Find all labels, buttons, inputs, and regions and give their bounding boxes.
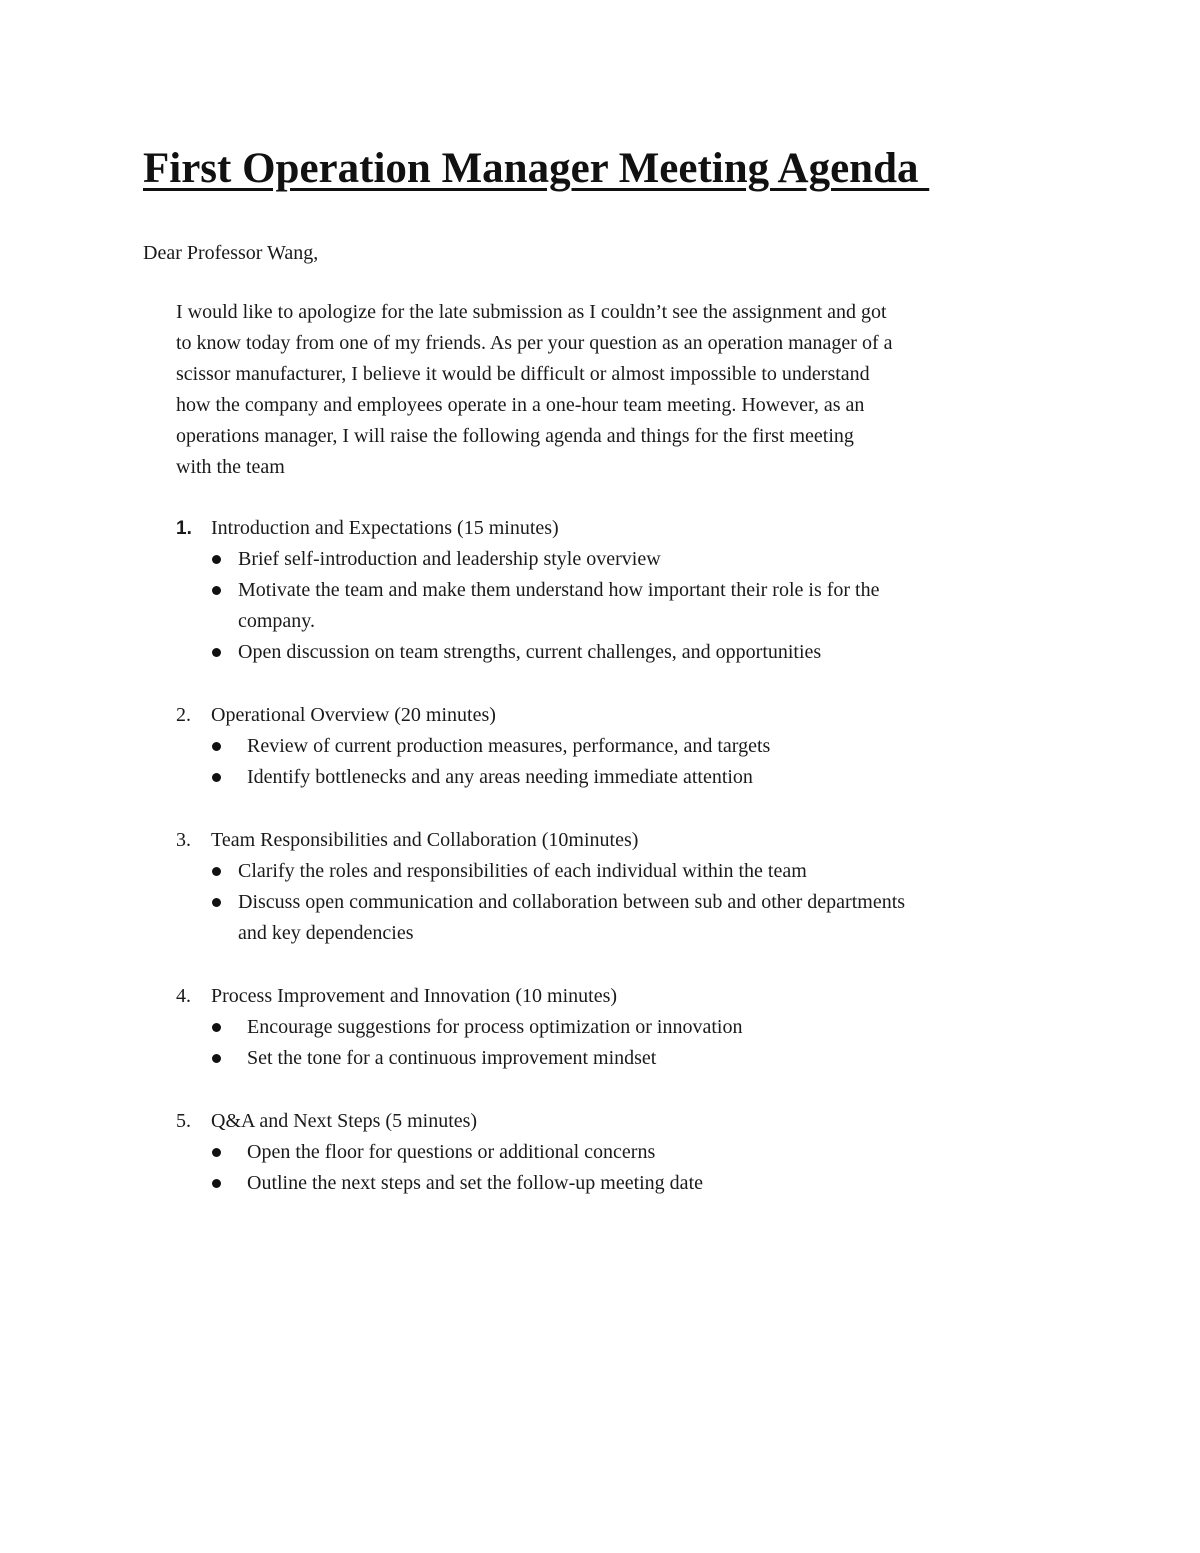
bullet-item xyxy=(176,762,1056,793)
salutation: Dear Professor Wang, xyxy=(143,242,319,264)
bullet-list xyxy=(176,731,1056,793)
agenda-section-5 xyxy=(176,1106,1056,1199)
bullet-text: Open the floor for questions or additional concerns xyxy=(247,1141,656,1163)
bullet-item xyxy=(176,637,1056,668)
agenda-section-1 xyxy=(176,513,1056,668)
bullet-list xyxy=(176,1137,1056,1199)
bullet-list xyxy=(176,856,1056,949)
bullet-dot-icon xyxy=(212,742,221,751)
bullet-item xyxy=(176,731,1056,762)
agenda-section-heading xyxy=(176,981,1056,1012)
agenda-section-heading xyxy=(176,825,1056,856)
bullet-item xyxy=(176,856,1056,887)
bullet-dot-icon xyxy=(212,555,221,564)
bullet-item xyxy=(176,887,1056,949)
section-number: 3. xyxy=(176,829,191,851)
section-heading-text: Process Improvement and Innovation (10 minutes) xyxy=(211,985,618,1007)
intro-line: operations manager, I will raise the following agenda and things for the first meeting xyxy=(176,425,854,447)
bullet-text: Motivate the team and make them understand how important their role is for the xyxy=(238,579,880,601)
section-number: 1. xyxy=(176,518,192,539)
agenda-section-3 xyxy=(176,825,1056,949)
intro-line: with the team xyxy=(176,456,285,478)
bullet-item xyxy=(176,1137,1056,1168)
bullet-text: Identify bottlenecks and any areas needing immediate attention xyxy=(247,766,753,788)
agenda-section-heading xyxy=(176,513,1056,544)
bullet-dot-icon xyxy=(212,1179,221,1188)
bullet-item xyxy=(176,1012,1056,1043)
bullet-text: company. xyxy=(238,610,316,632)
bullet-dot-icon xyxy=(212,1054,221,1063)
section-heading-text: Introduction and Expectations (15 minutes) xyxy=(211,517,559,539)
agenda-section-2 xyxy=(176,700,1056,793)
bullet-text: Outline the next steps and set the follow-up meeting date xyxy=(247,1172,703,1194)
section-number: 4. xyxy=(176,985,191,1007)
section-number: 2. xyxy=(176,704,191,726)
intro-line: to know today from one of my friends. As per your question as an operation manager of a xyxy=(176,332,893,354)
agenda-section-heading xyxy=(176,1106,1056,1137)
intro-line: I would like to apologize for the late submission as I couldn’t see the assignment and got xyxy=(176,301,887,323)
document-title: First Operation Manager Meeting Agenda xyxy=(143,145,930,192)
bullet-dot-icon xyxy=(212,586,221,595)
bullet-text: Open discussion on team strengths, current challenges, and opportunities xyxy=(238,641,822,663)
bullet-text: Set the tone for a continuous improvement mindset xyxy=(247,1047,657,1069)
bullet-text: Clarify the roles and responsibilities of each individual within the team xyxy=(238,860,807,882)
bullet-text: Discuss open communication and collaboration between sub and other departments xyxy=(238,891,906,913)
bullet-item xyxy=(176,1168,1056,1199)
bullet-dot-icon xyxy=(212,898,221,907)
agenda-section-4 xyxy=(176,981,1056,1074)
section-heading-text: Q&A and Next Steps (5 minutes) xyxy=(211,1110,478,1132)
bullet-text: Encourage suggestions for process optimization or innovation xyxy=(247,1016,743,1038)
bullet-text: Brief self-introduction and leadership style overview xyxy=(238,548,661,570)
bullet-dot-icon xyxy=(212,867,221,876)
bullet-text: and key dependencies xyxy=(238,922,414,944)
section-heading-text: Team Responsibilities and Collaboration (10minutes) xyxy=(211,829,639,851)
bullet-item xyxy=(176,1043,1056,1074)
bullet-dot-icon xyxy=(212,1023,221,1032)
bullet-dot-icon xyxy=(212,648,221,657)
intro-line: how the company and employees operate in a one-hour team meeting. However, as an xyxy=(176,394,865,416)
section-heading-text: Operational Overview (20 minutes) xyxy=(211,704,496,726)
bullet-dot-icon xyxy=(212,1148,221,1157)
bullet-dot-icon xyxy=(212,773,221,782)
intro-line: scissor manufacturer, I believe it would be difficult or almost impossible to understand xyxy=(176,363,870,385)
bullet-item xyxy=(176,575,1056,637)
bullet-list xyxy=(176,544,1056,668)
bullet-text: Review of current production measures, performance, and targets xyxy=(247,735,771,757)
bullet-item xyxy=(176,544,1056,575)
agenda-section-heading xyxy=(176,700,1056,731)
intro-paragraph xyxy=(176,297,1046,483)
bullet-list xyxy=(176,1012,1056,1074)
agenda-list xyxy=(176,513,1056,1231)
section-number: 5. xyxy=(176,1110,191,1132)
